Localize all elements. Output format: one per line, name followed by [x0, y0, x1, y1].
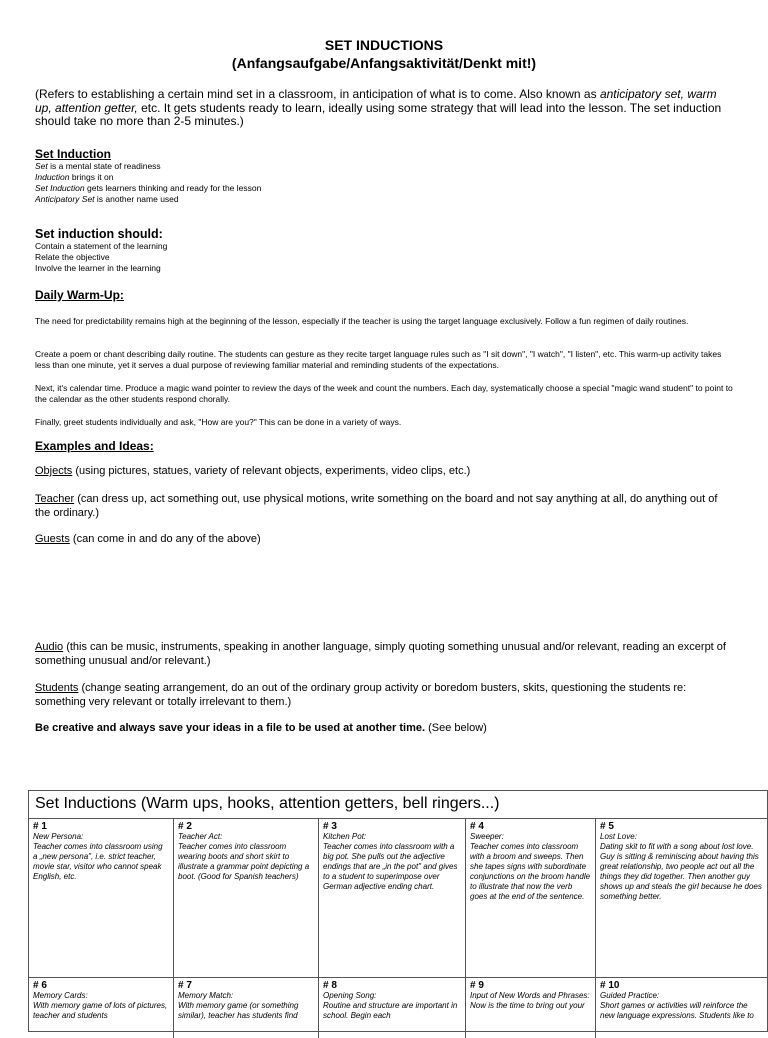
set-induction-list — [35, 161, 261, 205]
intro-text-2: etc. It gets students ready to learn, ideally using some strategy that will lead into the lesson. The set induction should take no more than 2-5 minutes.) — [35, 100, 722, 128]
example-keyword: Students — [35, 682, 79, 694]
example-item: Students (change seating arrangement, do an out of the ordinary group activity or boredom busters, skits, questioning the students re: something very relevant or totally irrelevant to them.) — [35, 682, 687, 708]
should-line: Relate the objective — [35, 252, 110, 262]
table-cell: # 10 Guided Practice: Short games or activities will reinforce the new language expressions. Students like to — [600, 980, 754, 1020]
warmup-paragraph: Next, it's calendar time. Produce a magic wand pointer to review the days of the week and count the numbers. Each day, systematically choose a special "magic wand student" to point to the calendar as the other students respond chorally. — [35, 383, 733, 404]
definition-line: Induction brings it on — [35, 172, 114, 182]
table-cell: # 6 Memory Cards: With memory game of lots of pictures, teacher and students — [29, 978, 174, 1038]
example-keyword: Teacher — [35, 493, 75, 505]
should-line: Involve the learner in the learning — [35, 263, 161, 273]
intro-paragraph — [35, 88, 735, 129]
table-cell: # 9 Input of New Words and Phrases: Now is the time to bring out your — [466, 978, 596, 1038]
document-title: SET INDUCTIONS — [324, 37, 444, 53]
table-row — [29, 819, 767, 978]
warmup-paragraph: The need for predictability remains high at the beginning of the lesson, especially if the teacher is using the target language exclusively. Follow a fun regimen of daily routines. — [35, 316, 689, 326]
table-cell: # 7 Memory Match: With memory game (or something similar), teacher has students find — [174, 978, 319, 1038]
example-keyword: Audio — [35, 641, 64, 653]
document-subtitle: (Anfangsaufgabe/Anfangsaktivität/Denkt mit!) — [231, 55, 537, 71]
should-list — [35, 241, 167, 274]
table-cell: # 3 Kitchen Pot: Teacher comes into classroom with a big pot. She pulls out the adjective endings that are „in the pot" and gives to a student to superimpose over German adjective ending chart. — [319, 819, 466, 977]
table-cell: # 5 Lost Love: Dating skit to fit with a song about lost love. Guy is sitting & reminiscing about having this great relationship, two people act out all the things they did together. Then another guy shows up and steals the girl because he does something better. — [600, 821, 762, 901]
set-induction-heading: Set Induction — [35, 147, 111, 161]
definition-line: Set is a mental state of readiness — [35, 161, 161, 171]
example-item: Guests (can come in and do any of the above) — [35, 533, 261, 545]
set-inductions-table — [28, 790, 768, 1032]
example-keyword: Objects — [35, 465, 73, 477]
example-keyword: Guests — [35, 533, 70, 545]
table-cell: # 4 Sweeper: Teacher comes into classroom with a broom and sweeps. Then she tapes signs with subordinate conjunctions on the broom handle to illustrate that now the verb goes at the end of the sentence. — [466, 819, 596, 977]
warmup-heading: Daily Warm-Up: — [35, 288, 124, 302]
intro-text-1: (Refers to establishing a certain mind set in a classroom, in anticipation of what is to come. Also known as — [35, 87, 600, 101]
table-cell: # 1 New Persona: Teacher comes into classroom using a „new persona", i.e. strict teacher, movie star, visitor who cannot speak English, etc. — [29, 819, 174, 977]
example-item: Audio (this can be music, instruments, speaking in another language, simply quoting something unusual and/or relevant, reading an excerpt of something unusual and/or relevant.) — [35, 641, 726, 667]
table-cell: # 8 Opening Song: Routine and structure are important in school. Begin each — [319, 978, 466, 1038]
example-item: Teacher (can dress up, act something out, use physical motions, write something on the board and not say anything at all, do anything out of the ordinary.) — [35, 493, 718, 519]
intro-italic: anticipatory set, warm up, attention getter, — [35, 87, 717, 115]
warmup-paragraph: Finally, greet students individually and ask, "How are you?" This can be done in a variety of ways. — [35, 417, 402, 427]
warmup-paragraph: Create a poem or chant describing daily routine. The students can gesture as they recite target language rules such as "I sit down", "I watch", "I listen", etc. This warm-up activity takes less than one minute, yet it serves a dual purpose of reviewing familiar material and reminding students of the expectations. — [35, 349, 722, 370]
table-row — [29, 978, 767, 1038]
definition-line: Set Induction gets learners thinking and ready for the lesson — [35, 183, 262, 193]
table-title: Set Inductions (Warm ups, hooks, attention getters, bell ringers...) — [29, 791, 767, 819]
save-note: Be creative and always save your ideas in a file to be used at another time. (See below) — [35, 722, 487, 734]
examples-heading: Examples and Ideas: — [35, 439, 154, 453]
definition-line: Anticipatory Set is another name used — [35, 194, 179, 204]
table-cell: # 2 Teacher Act: Teacher comes into classroom wearing boots and short skirt to illustrate a grammar point depicting a boot. (Good for Spanish teachers) — [174, 819, 319, 977]
should-line: Contain a statement of the learning — [35, 241, 168, 251]
example-item: Objects (using pictures, statues, variety of relevant objects, experiments, video clips, etc.) — [35, 465, 471, 477]
should-heading: Set induction should: — [35, 227, 163, 241]
